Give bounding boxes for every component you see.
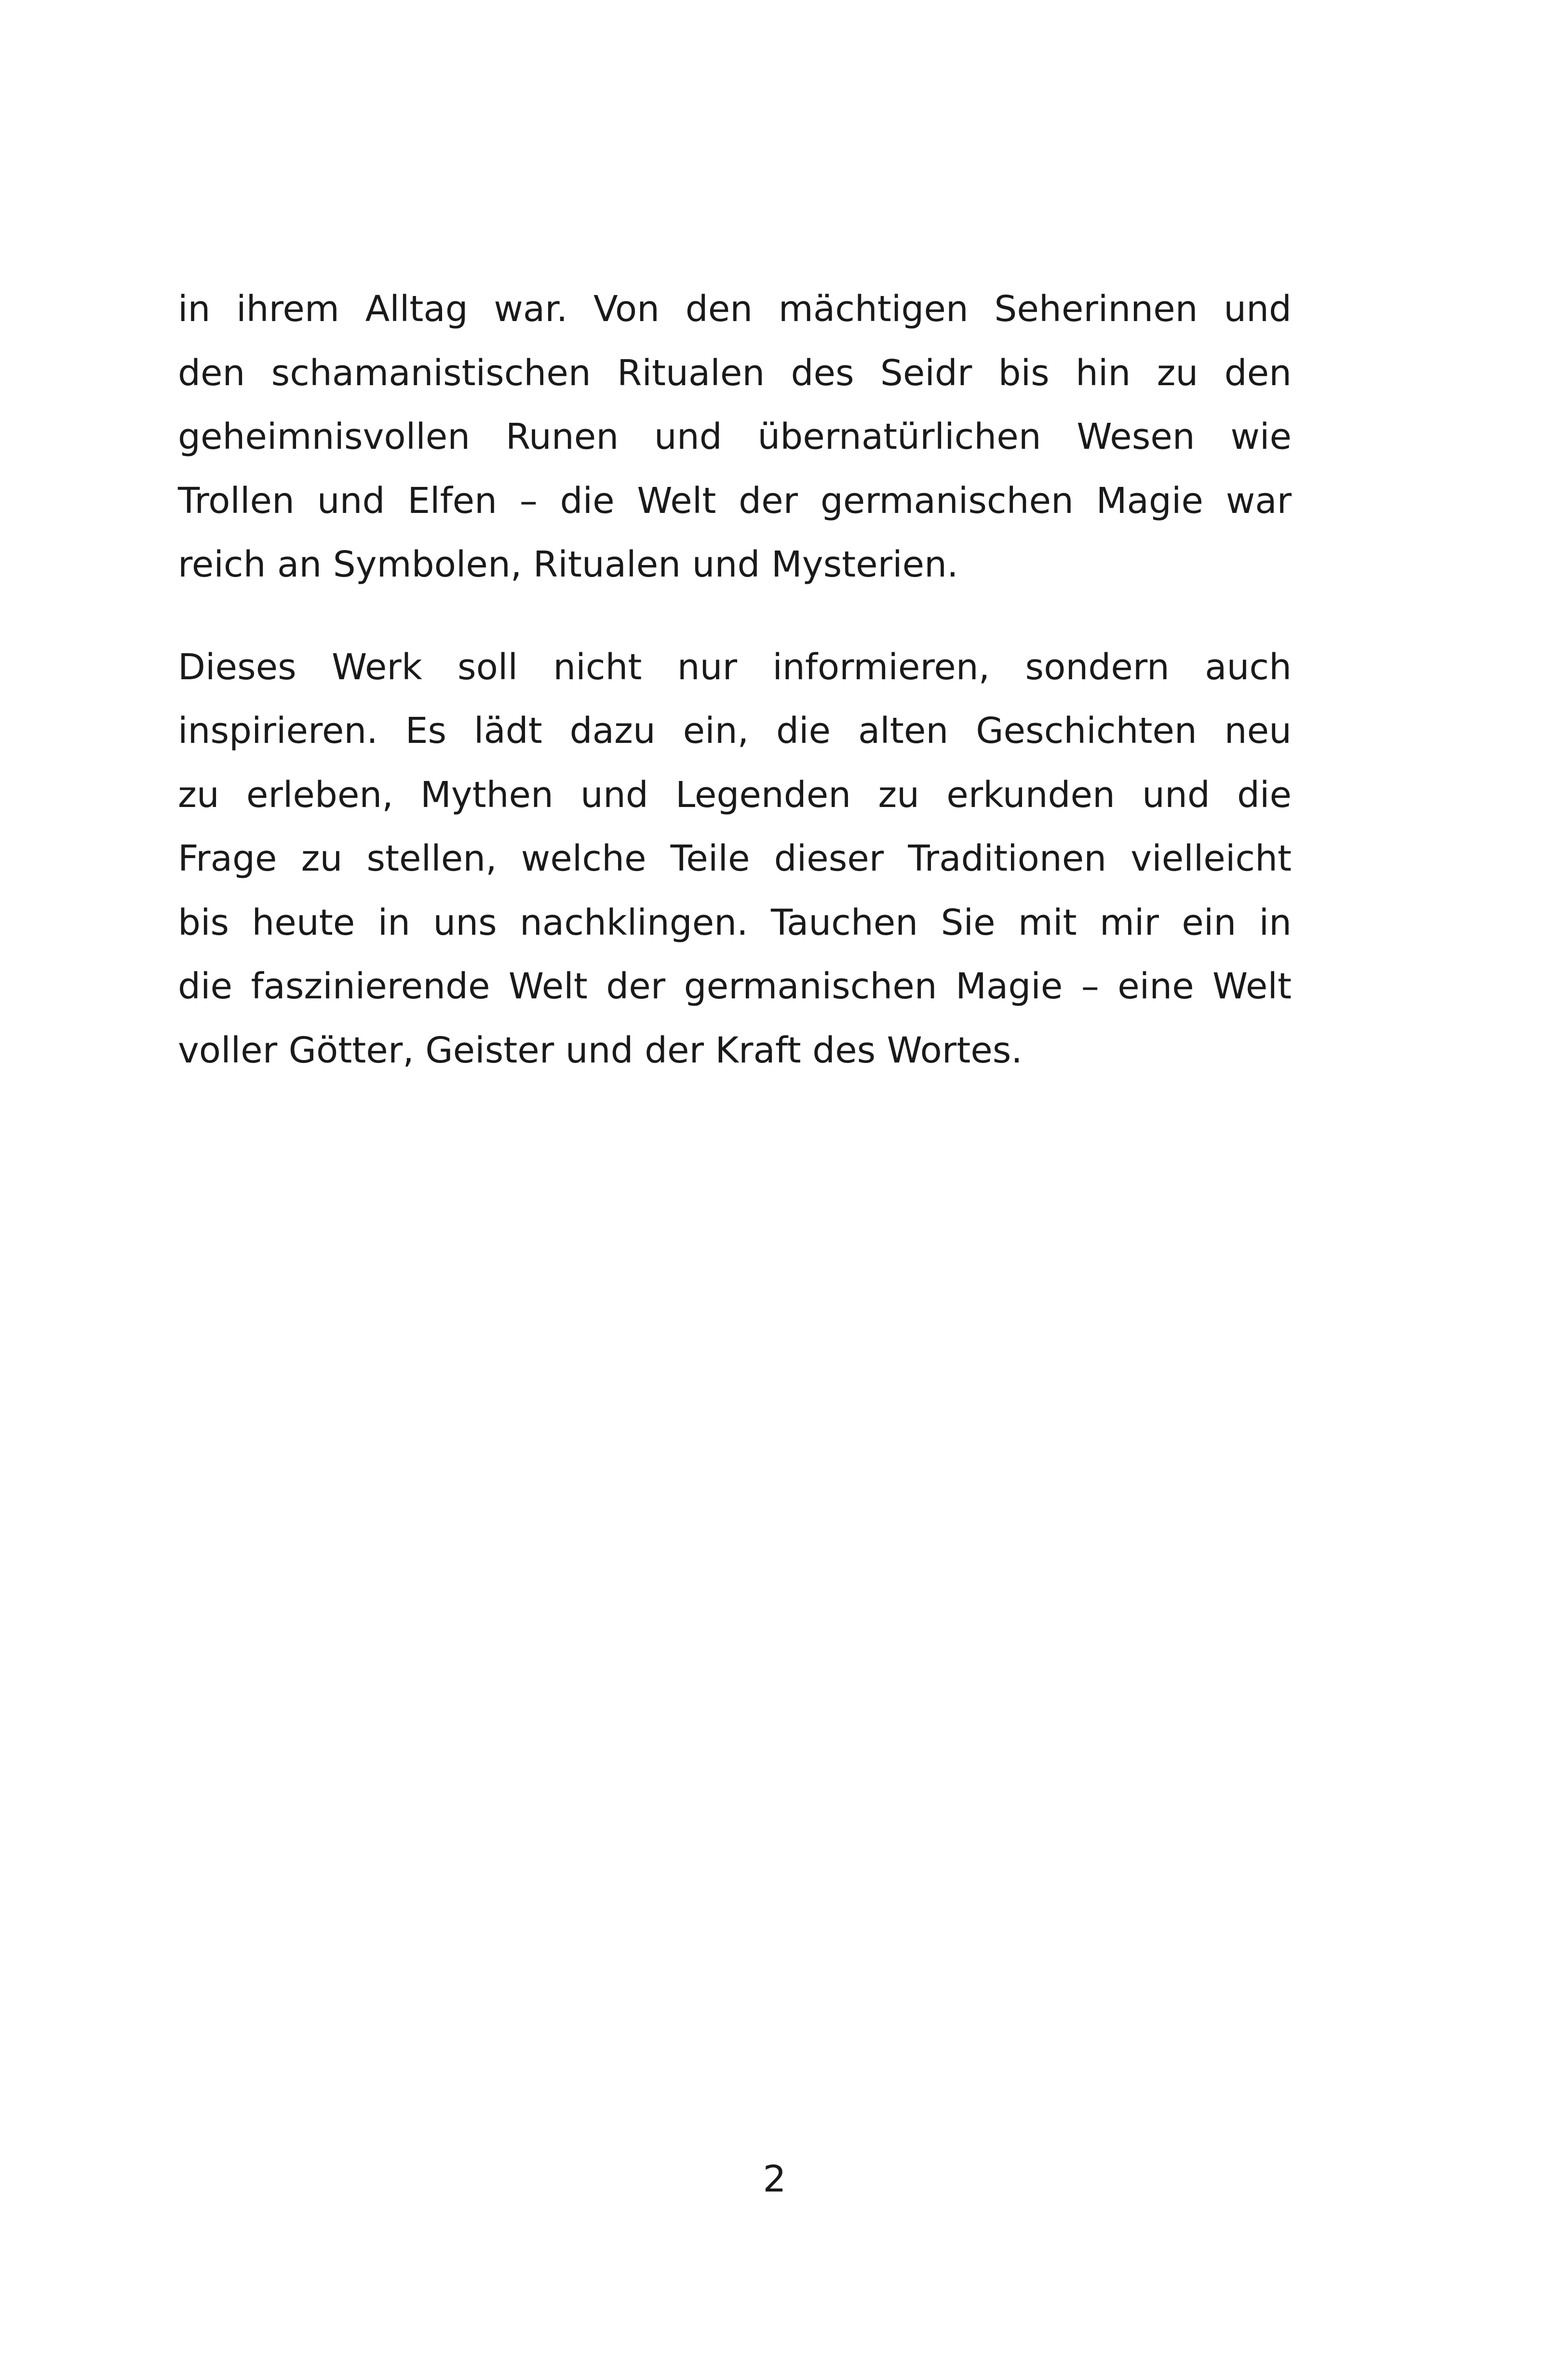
text-line: geheimnisvollen Runen und übernatürlichen Wesen wie: [178, 416, 1292, 457]
text-line: in ihrem Alltag war. Von den mächtigen Seherinnen und: [178, 288, 1292, 330]
text-line: Frage zu stellen, welche Teile dieser Traditionen vielleicht: [178, 838, 1292, 879]
body-text: [178, 277, 1292, 1082]
paragraph-2: [178, 635, 1292, 1083]
text-line: Trollen und Elfen – die Welt der germanischen Magie war: [178, 480, 1292, 522]
paragraph-1: [178, 277, 1292, 597]
text-line: zu erleben, Mythen und Legenden zu erkunden und die: [178, 774, 1292, 816]
text-line: reich an Symbolen, Ritualen und Mysterien.: [178, 544, 958, 585]
text-line: bis heute in uns nachklingen. Tauchen Sie mit mir ein in: [178, 901, 1292, 943]
text-line: Dieses Werk soll nicht nur informieren, sondern auch: [178, 646, 1292, 688]
text-line: inspirieren. Es lädt dazu ein, die alten Geschichten neu: [178, 710, 1292, 752]
page-number: 2: [763, 2157, 786, 2200]
text-line: den schamanistischen Ritualen des Seidr bis hin zu den: [178, 352, 1292, 394]
text-line: die faszinierende Welt der germanischen Magie – eine Welt: [178, 966, 1292, 1007]
text-line: voller Götter, Geister und der Kraft des Wortes.: [178, 1029, 1023, 1071]
